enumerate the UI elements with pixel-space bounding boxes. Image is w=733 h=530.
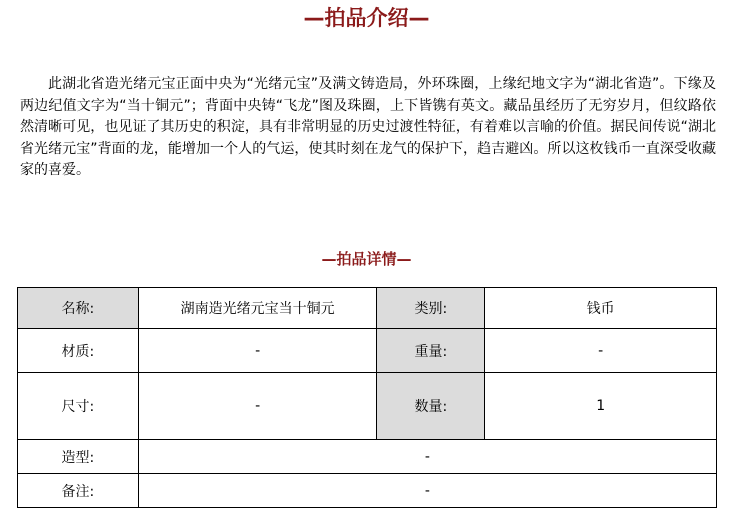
material-value: - [138, 329, 377, 373]
shape-label: 造型: [18, 440, 139, 474]
shape-value: - [138, 440, 716, 474]
name-value: 湖南造光绪元宝当十铜元 [138, 288, 377, 329]
quantity-label: 数量: [377, 373, 485, 440]
notes-label: 备注: [18, 474, 139, 508]
table-row [18, 373, 717, 440]
table-row [18, 440, 717, 474]
details-section-title: —拍品详情— [321, 250, 412, 268]
category-label: 类别: [377, 288, 485, 329]
table-row [18, 329, 717, 373]
notes-value: - [138, 474, 716, 508]
category-value: 钱币 [485, 288, 717, 329]
material-label: 材质: [18, 329, 139, 373]
size-value: - [138, 373, 377, 440]
table-row [18, 288, 717, 329]
quantity-value: 1 [485, 373, 717, 440]
intro-paragraph: 此湖北省造光绪元宝正面中央为“光绪元宝”及满文铸造局，外环珠圈，上缘纪地文字为“湖北省造”。下缘及两边纪值文字为“当十铜元”；背面中央铸“飞龙”图及珠圈，上下皆镌有英文。藏品虽经历了无穷岁月，但纹路依然清晰可见，也见证了其历史的积淀，具有非常明显的历史过渡性特征，有着难以言喻的价值。据民间传说“湖北省光绪元宝”背面的龙，能增加一个人的气运，使其时刻在龙气的保护下，趋吉避凶。所以这枚钱币一直深受收藏家的喜爱。 [20, 76, 716, 178]
name-label: 名称: [18, 288, 139, 329]
table-row [18, 474, 717, 508]
size-label: 尺寸: [18, 373, 139, 440]
details-table [17, 287, 717, 508]
weight-label: 重量: [377, 329, 485, 373]
weight-value: - [485, 329, 717, 373]
intro-section-title: —拍品介绍— [303, 6, 430, 30]
